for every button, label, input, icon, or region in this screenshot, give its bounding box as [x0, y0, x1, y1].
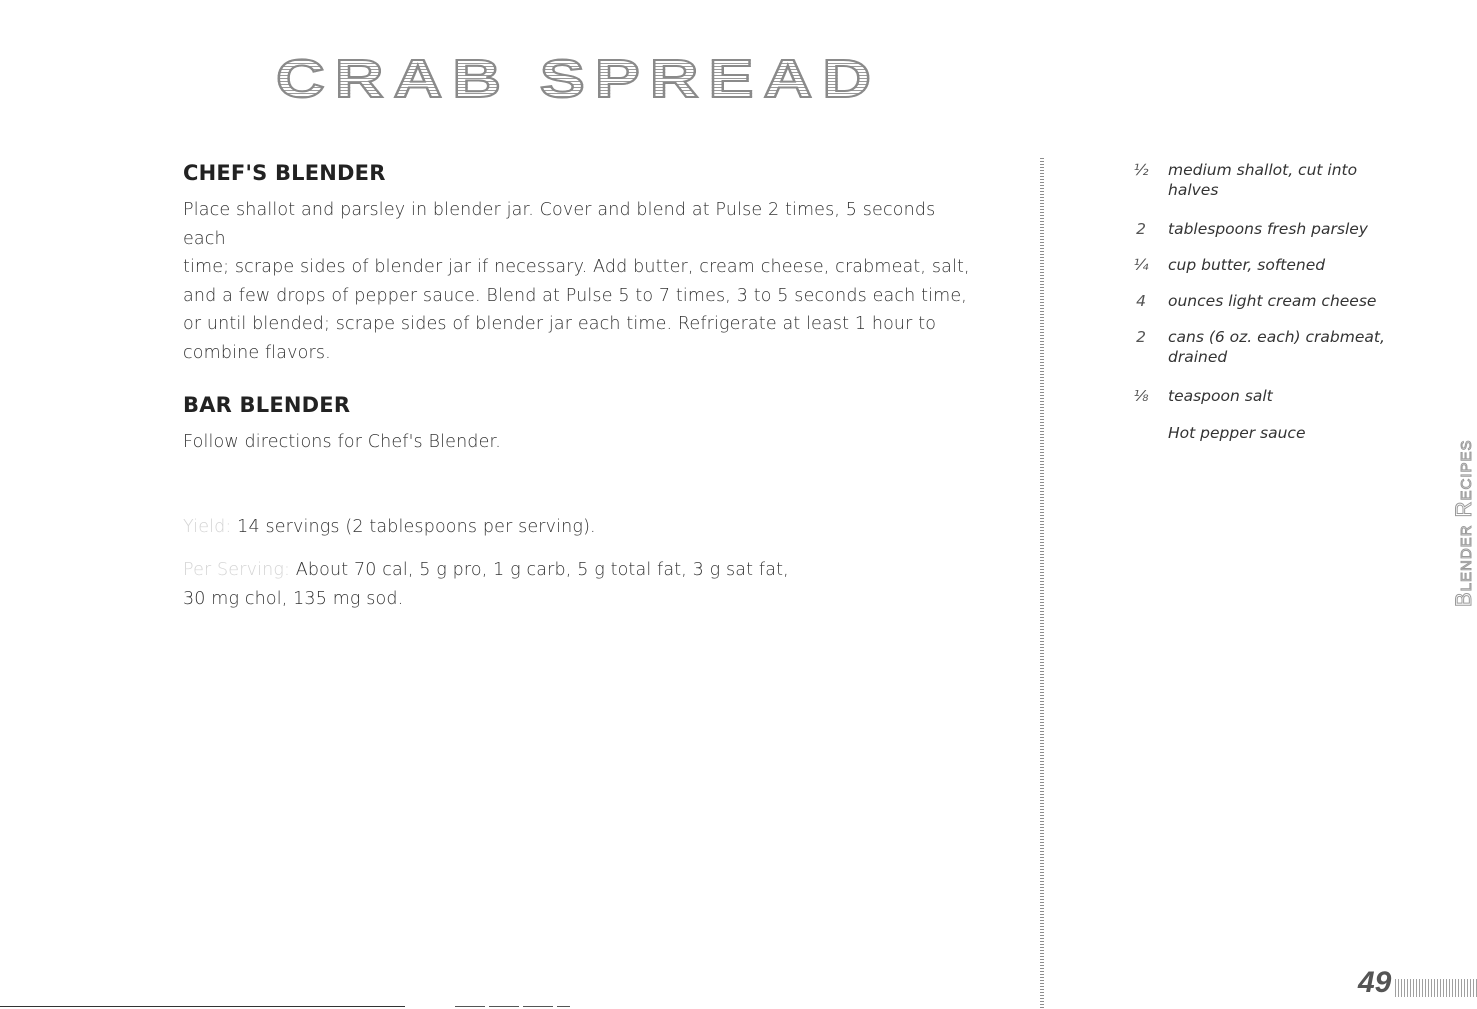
section-side-tab: Blender Recipes	[1451, 439, 1476, 607]
ingredient-quantity: 2	[1136, 328, 1146, 346]
page-title: CRAB SPREAD	[0, 52, 1302, 106]
ingredient-quantity: ¼	[1133, 256, 1149, 274]
ingredient-text	[1168, 256, 1398, 276]
ingredient-line: medium shallot, cut into	[1168, 161, 1358, 179]
instruction-line: and a few drops of pepper sauce. Blend at Pulse 5 to 7 times, 3 to 5 seconds each time,	[183, 285, 967, 306]
instruction-line: Place shallot and parsley in blender jar. Cover and blend at Pulse 2 times, 5 seconds each	[183, 200, 936, 249]
ingredient-line: ounces light cream cheese	[1168, 292, 1377, 310]
ingredient-text	[1168, 292, 1398, 312]
per-serving-label: Per Serving:	[183, 560, 291, 580]
instruction-line: Follow directions for Chef's Blender.	[183, 432, 501, 452]
ingredient-text	[1168, 161, 1398, 200]
ingredient-text	[1168, 328, 1398, 367]
bottom-rule-dashed	[455, 1006, 570, 1007]
ingredient-quantity: ⅛	[1133, 387, 1149, 405]
column-divider	[1040, 158, 1044, 1008]
yield-label: Yield:	[183, 517, 232, 537]
ingredient-quantity: 4	[1136, 292, 1146, 310]
ingredient-text	[1168, 387, 1398, 407]
instruction-line: combine flavors.	[183, 342, 331, 363]
section-heading-bar-blender: BAR BLENDER	[183, 393, 351, 417]
nutrition-info	[183, 556, 973, 613]
nutrition-line-1	[183, 556, 973, 585]
instruction-line: or until blended; scrape sides of blender jar each time. Refrigerate at least 1 hour to	[183, 314, 937, 334]
yield-line	[183, 513, 973, 542]
ingredient-line: drained	[1168, 347, 1228, 366]
ingredient-line: cans (6 oz. each) crabmeat,	[1168, 328, 1385, 346]
ingredient-quantity: ½	[1133, 161, 1149, 179]
chefs-blender-instructions	[183, 196, 973, 367]
ingredient-line: tablespoons fresh parsley	[1168, 220, 1368, 238]
bar-blender-instructions	[183, 428, 973, 457]
nutrition-line-2: 30 mg chol, 135 mg sod.	[183, 588, 404, 609]
per-serving-text: About 70 cal, 5 g pro, 1 g carb, 5 g total fat, 3 g sat fat,	[290, 560, 789, 580]
bottom-rule	[0, 1006, 405, 1007]
yield-text: 14 servings (2 tablespoons per serving).	[231, 517, 596, 537]
page-number-bar	[1380, 979, 1477, 997]
instruction-line: time; scrape sides of blender jar if necessary. Add butter, cream cheese, crabmeat, salt,	[183, 257, 970, 277]
ingredient-line: halves	[1168, 180, 1219, 199]
ingredient-quantity: 2	[1136, 220, 1146, 238]
ingredient-line: cup butter, softened	[1168, 256, 1326, 274]
ingredient-text	[1168, 220, 1398, 240]
ingredient-text	[1168, 424, 1398, 444]
ingredient-line: Hot pepper sauce	[1168, 424, 1306, 442]
page-number: 49	[1355, 968, 1394, 998]
ingredient-line: teaspoon salt	[1168, 387, 1273, 405]
section-heading-chefs-blender: CHEF'S BLENDER	[183, 161, 386, 185]
